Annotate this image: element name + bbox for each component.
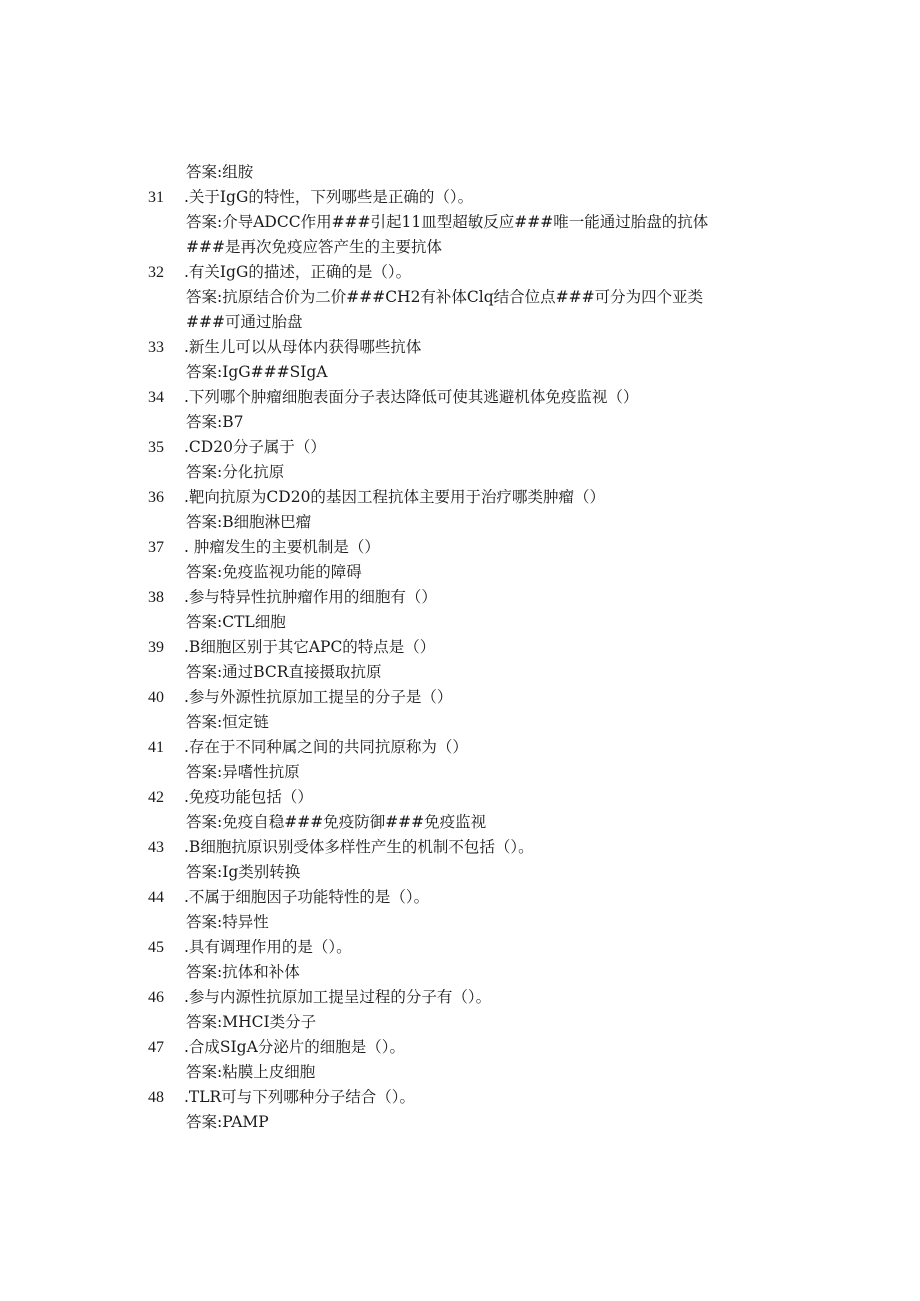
- question-text: .下列哪个肿瘤细胞表面分子表达降低可使其逃避机体免疫监视（）: [184, 388, 639, 406]
- answer-continuation: [148, 310, 748, 335]
- answer-text: 分化抗原: [222, 463, 285, 481]
- question-line: [148, 1085, 748, 1110]
- answer-text: PAMP: [222, 1113, 269, 1131]
- answer-line: [148, 1110, 748, 1135]
- question-line: [148, 335, 748, 360]
- question-number: 33: [148, 339, 164, 356]
- question-line: [148, 935, 748, 960]
- question-number: 34: [148, 389, 164, 406]
- question-number: 37: [148, 539, 164, 556]
- answer-text: 通过BCR直接摄取抗原: [222, 663, 382, 681]
- question-line: [148, 985, 748, 1010]
- answer-line: [148, 1010, 748, 1035]
- answer-line: [148, 760, 748, 785]
- question-line: [148, 835, 748, 860]
- answer-text: ###是再次免疫应答产生的主要抗体: [186, 238, 442, 256]
- question-text: .存在于不同种属之间的共同抗原称为（）: [184, 738, 468, 756]
- answer-label: 答案:: [186, 1063, 223, 1081]
- question-line: [148, 585, 748, 610]
- question-number: 41: [148, 739, 164, 756]
- answer-label: 答案:: [186, 613, 223, 631]
- answer-line: [148, 860, 748, 885]
- answer-text: MHCI类分子: [222, 1013, 317, 1031]
- answer-text: 粘膜上皮细胞: [222, 1063, 316, 1081]
- question-line: [148, 185, 748, 210]
- question-number: 40: [148, 689, 164, 706]
- answer-label: 答案:: [186, 813, 223, 831]
- answer-line: [148, 660, 748, 685]
- question-text: .参与外源性抗原加工提呈的分子是（）: [184, 688, 453, 706]
- answer-text: 介导ADCC作用###引起11皿型超敏反应###唯一能通过胎盘的抗体: [222, 213, 709, 231]
- answer-text: B7: [222, 413, 244, 431]
- question-number: 38: [148, 589, 164, 606]
- answer-label: 答案:: [186, 863, 223, 881]
- answer-label: 答案:: [186, 1113, 223, 1131]
- question-number: 47: [148, 1039, 164, 1056]
- answer-label: 答案:: [186, 913, 223, 931]
- question-text: .免疫功能包括（）: [184, 788, 313, 806]
- answer-line: [148, 560, 748, 585]
- answer-label: 答案:: [186, 1013, 223, 1031]
- answer-label: 答案:: [186, 763, 223, 781]
- answer-text: IgG###SIgA: [222, 363, 328, 381]
- answer-line: [148, 710, 748, 735]
- question-number: 42: [148, 789, 164, 806]
- question-line: [148, 435, 748, 460]
- question-line: [148, 260, 748, 285]
- question-number: 32: [148, 264, 164, 281]
- question-line: [148, 1035, 748, 1060]
- question-text: .参与内源性抗原加工提呈过程的分子有（）。: [184, 988, 492, 1006]
- question-number: 46: [148, 989, 164, 1006]
- question-number: 39: [148, 639, 164, 656]
- answer-label: 答案:: [186, 213, 223, 231]
- answer-label: 答案:: [186, 963, 223, 981]
- answer-continuation: [148, 235, 748, 260]
- answer-label: 答案:: [186, 513, 223, 531]
- question-list: [148, 160, 748, 1135]
- answer-text: 免疫监视功能的障碍: [222, 563, 362, 581]
- question-number: 36: [148, 489, 164, 506]
- question-text: .不属于细胞因子功能特性的是（）。: [184, 888, 430, 906]
- answer-line: [148, 410, 748, 435]
- answer-line: [148, 610, 748, 635]
- question-text: .B细胞区别于其它APC的特点是（）: [184, 638, 436, 656]
- question-text: .TLR可与下列哪种分子结合（）。: [184, 1088, 415, 1106]
- question-line: [148, 735, 748, 760]
- question-text: .靶向抗原为CD20的基因工程抗体主要用于治疗哪类肿瘤（）: [184, 488, 605, 506]
- question-number: 45: [148, 939, 164, 956]
- answer-text: 恒定链: [222, 713, 269, 731]
- answer-line: [148, 960, 748, 985]
- answer-line: [148, 460, 748, 485]
- answer-line: [148, 510, 748, 535]
- question-text: .合成SIgA分泌片的细胞是（）。: [184, 1038, 406, 1056]
- answer-text: 异嗜性抗原: [222, 763, 300, 781]
- answer-label: 答案:: [186, 163, 223, 181]
- answer-text: Ig类别转换: [222, 863, 301, 881]
- question-number: 35: [148, 439, 164, 456]
- question-line: [148, 635, 748, 660]
- answer-label: 答案:: [186, 363, 223, 381]
- question-number: 31: [148, 189, 164, 206]
- question-text: .CD20分子属于（）: [184, 438, 326, 456]
- question-number: 44: [148, 889, 164, 906]
- question-text: .参与特异性抗肿瘤作用的细胞有（）: [184, 588, 437, 606]
- answer-label: 答案:: [186, 713, 223, 731]
- question-line: [148, 785, 748, 810]
- question-text: . 肿瘤发生的主要机制是（）: [184, 538, 380, 556]
- answer-text: CTL细胞: [222, 613, 286, 631]
- question-line: [148, 885, 748, 910]
- answer-line: [148, 160, 748, 185]
- answer-line: [148, 910, 748, 935]
- question-line: [148, 535, 748, 560]
- question-line: [148, 385, 748, 410]
- answer-text: 抗原结合价为二价###CH2有补体Clq结合位点###可分为四个亚类: [222, 288, 704, 306]
- question-text: .新生儿可以从母体内获得哪些抗体: [184, 338, 422, 356]
- answer-text: 抗体和补体: [222, 963, 300, 981]
- answer-line: [148, 810, 748, 835]
- question-number: 48: [148, 1089, 164, 1106]
- answer-line: [148, 285, 748, 310]
- question-number: 43: [148, 839, 164, 856]
- answer-label: 答案:: [186, 463, 223, 481]
- answer-text: 免疫自稳###免疫防御###免疫监视: [222, 813, 487, 831]
- question-text: .具有调理作用的是（）。: [184, 938, 352, 956]
- question-text: .关于IgG的特性，下列哪些是正确的（）。: [184, 188, 474, 206]
- question-text: .有关IgG的描述，正确的是（）。: [184, 263, 412, 281]
- answer-label: 答案:: [186, 288, 223, 306]
- answer-text: B细胞淋巴瘤: [222, 513, 312, 531]
- answer-label: 答案:: [186, 413, 223, 431]
- question-line: [148, 485, 748, 510]
- answer-line: [148, 1060, 748, 1085]
- answer-label: 答案:: [186, 563, 223, 581]
- answer-line: [148, 360, 748, 385]
- answer-line: [148, 210, 748, 235]
- question-line: [148, 685, 748, 710]
- answer-text: ###可通过胎盘: [186, 313, 303, 331]
- question-text: .B细胞抗原识别受体多样性产生的机制不包括（）。: [184, 838, 534, 856]
- answer-label: 答案:: [186, 663, 223, 681]
- answer-text: 特异性: [222, 913, 269, 931]
- answer-text: 组胺: [222, 163, 254, 181]
